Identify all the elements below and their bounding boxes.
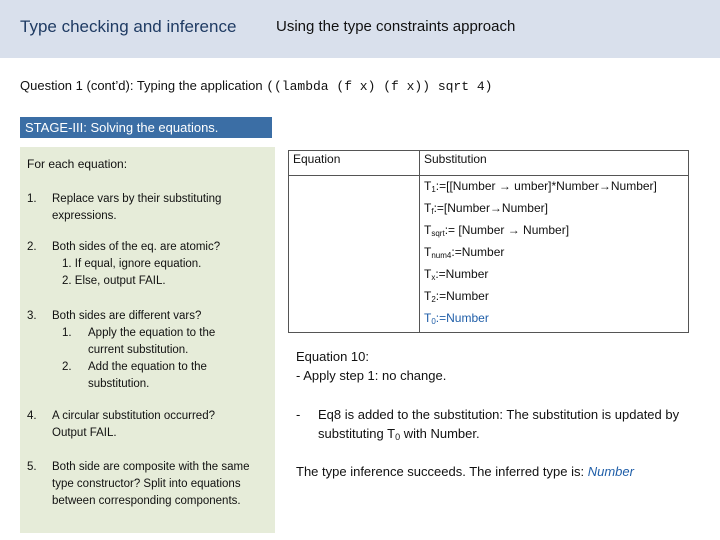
header-subtitle: Using the type constraints approach [276, 18, 516, 35]
question-label: Question 1 (cont’d): Typing the application [20, 78, 267, 93]
step-2-number: 2. [27, 241, 37, 253]
step-3-sub-2: Add the equation to the substitution. [88, 361, 207, 390]
result-type: Number [587, 464, 634, 479]
step-4-text: A circular substitution occurred? Output FAIL. [52, 410, 215, 439]
eq10-line: - Apply step 1: no change. [296, 368, 447, 383]
result-text: The type inference succeeds. The inferred type is: [296, 464, 588, 479]
step-2-text: Both sides of the eq. are atomic? [52, 241, 221, 253]
question-line [20, 78, 492, 94]
equation-cell [289, 176, 420, 333]
header-substitution: Substitution [420, 151, 689, 176]
header-equation: Equation [289, 151, 420, 176]
subst-row: $T_{num4}:=Number$ [424, 245, 505, 260]
step-3-sub-1-number: 1. [62, 327, 72, 339]
eq8-block [296, 405, 696, 447]
subst-row: $T_2:=Number$ [424, 289, 489, 304]
substitution-table [288, 150, 689, 333]
eq8-dash: - [296, 407, 301, 422]
subst-row: $T_{sqrt}:=$ [Number → Number] [424, 223, 570, 238]
result-line [296, 462, 634, 481]
subst-row: $T_1:=[[Number$ → umber]*Number→Number] [424, 179, 657, 194]
step-5-number: 5. [27, 461, 37, 473]
step-1-number: 1. [27, 193, 37, 205]
step-1-text: Replace vars by their substituting expressions. [52, 193, 222, 222]
step-2-sub-2: 2. Else, output FAIL. [62, 275, 166, 287]
stage-banner: STAGE-III: Solving the equations. [20, 117, 272, 138]
subst-row: $T_f:=[Number\to Number]$ [424, 201, 548, 216]
eq10-block [296, 347, 446, 385]
step-3-sub-1: Apply the equation to the current substitution. [88, 327, 216, 356]
steps-panel [20, 147, 275, 533]
eq10-title: Equation 10: [296, 349, 370, 364]
header-title: Type checking and inference [20, 17, 237, 36]
step-5-text: Both side are composite with the same type constructor? Split into equations between corresponding components. [52, 461, 250, 507]
header-bar [0, 0, 720, 58]
subst-row: $T_x:=Number$ [424, 267, 489, 282]
step-3-sub-2-number: 2. [62, 361, 72, 373]
step-4-number: 4. [27, 410, 37, 422]
step-3-number: 3. [27, 310, 37, 322]
question-code: ((lambda (f x) (f x)) sqrt 4) [266, 79, 493, 94]
steps-intro: For each equation: [27, 157, 128, 171]
eq8-text: Eq8 is added to the substitution: The substitution is updated by substituting $T_0$ with Number. [318, 407, 680, 442]
subst-row-highlighted: $T_0:=Number$ [424, 311, 489, 326]
step-3-text: Both sides are different vars? [52, 310, 202, 322]
step-2-sub-1: 1. If equal, ignore equation. [62, 258, 202, 270]
substitution-cell [420, 176, 689, 333]
